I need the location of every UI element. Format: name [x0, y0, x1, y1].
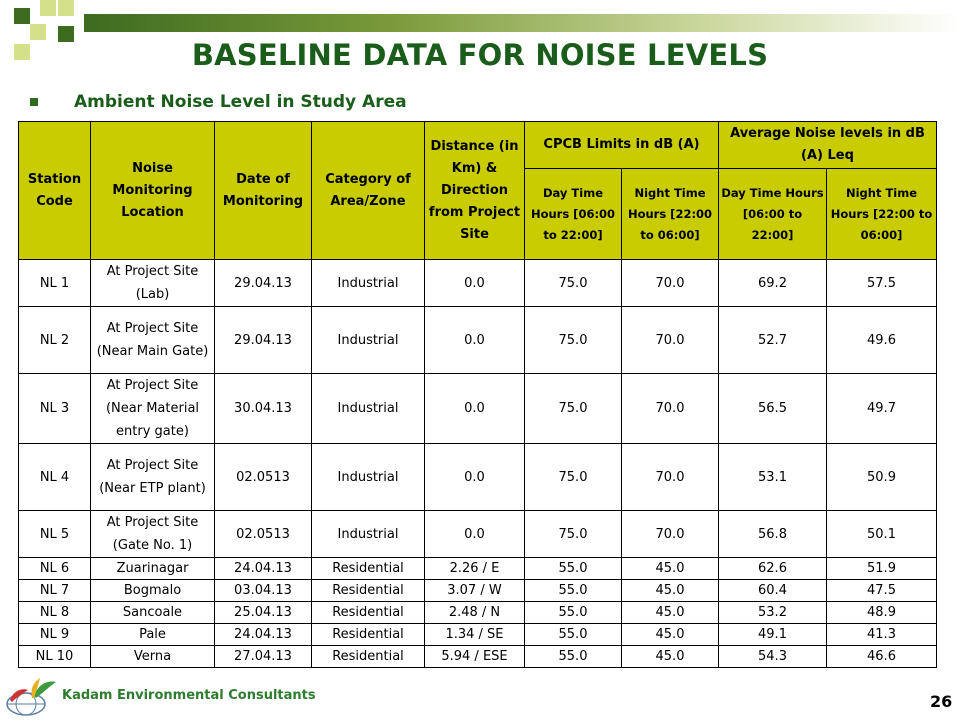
cell-date: 24.04.13: [215, 558, 312, 580]
cell-date: 27.04.13: [215, 646, 312, 668]
cell-cpcb-day: 75.0: [525, 444, 622, 511]
header-gradient-bar: [84, 14, 960, 32]
cell-location: At Project Site (Near Main Gate): [91, 307, 215, 374]
cell-date: 03.04.13: [215, 580, 312, 602]
cell-code: NL 9: [19, 624, 91, 646]
cell-date: 29.04.13: [215, 260, 312, 307]
cell-avg-night: 47.5: [827, 580, 937, 602]
cell-distance: 3.07 / W: [425, 580, 525, 602]
cell-category: Industrial: [312, 444, 425, 511]
cell-cpcb-night: 45.0: [622, 580, 719, 602]
header-avg-night: Night Time Hours [22:00 to 06:00]: [827, 169, 937, 260]
cell-category: Residential: [312, 580, 425, 602]
cell-category: Industrial: [312, 511, 425, 558]
cell-avg-day: 49.1: [719, 624, 827, 646]
header-average-noise: Average Noise levels in dB (A) Leq: [719, 122, 937, 169]
decor-square-light-2: [58, 0, 74, 16]
cell-location: At Project Site (Near ETP plant): [91, 444, 215, 511]
cell-code: NL 3: [19, 374, 91, 444]
cell-cpcb-day: 55.0: [525, 580, 622, 602]
table-row: [19, 374, 937, 444]
cell-distance: 1.34 / SE: [425, 624, 525, 646]
cell-code: NL 2: [19, 307, 91, 374]
table-row: [19, 511, 937, 558]
subtitle-line: [30, 90, 407, 114]
cell-avg-night: 49.6: [827, 307, 937, 374]
cell-date: 30.04.13: [215, 374, 312, 444]
cell-cpcb-night: 70.0: [622, 307, 719, 374]
cell-category: Industrial: [312, 307, 425, 374]
cell-cpcb-night: 70.0: [622, 511, 719, 558]
cell-avg-night: 57.5: [827, 260, 937, 307]
subtitle: Ambient Noise Level in Study Area: [74, 92, 407, 112]
cell-code: NL 8: [19, 602, 91, 624]
cell-avg-day: 53.2: [719, 602, 827, 624]
cell-category: Industrial: [312, 374, 425, 444]
cell-cpcb-night: 70.0: [622, 374, 719, 444]
cell-cpcb-day: 75.0: [525, 260, 622, 307]
cell-avg-night: 41.3: [827, 624, 937, 646]
cell-code: NL 7: [19, 580, 91, 602]
cell-cpcb-day: 55.0: [525, 602, 622, 624]
cell-code: NL 10: [19, 646, 91, 668]
table-row: [19, 602, 937, 624]
cell-cpcb-night: 45.0: [622, 646, 719, 668]
cell-avg-night: 49.7: [827, 374, 937, 444]
cell-code: NL 6: [19, 558, 91, 580]
cell-cpcb-day: 75.0: [525, 374, 622, 444]
cell-avg-day: 62.6: [719, 558, 827, 580]
header-cpcb-night: Night Time Hours [22:00 to 06:00]: [622, 169, 719, 260]
cell-category: Residential: [312, 602, 425, 624]
cell-avg-night: 50.1: [827, 511, 937, 558]
cell-avg-night: 48.9: [827, 602, 937, 624]
header-cpcb-limits: CPCB Limits in dB (A): [525, 122, 719, 169]
footer-company-name: Kadam Environmental Consultants: [62, 688, 316, 703]
cell-location: At Project Site (Lab): [91, 260, 215, 307]
cell-code: NL 1: [19, 260, 91, 307]
header-date: Date of Monitoring: [215, 122, 312, 260]
cell-cpcb-night: 45.0: [622, 602, 719, 624]
decor-square-light-1: [40, 0, 56, 16]
cell-distance: 2.48 / N: [425, 602, 525, 624]
cell-location: Bogmalo: [91, 580, 215, 602]
cell-date: 02.0513: [215, 511, 312, 558]
cell-cpcb-night: 70.0: [622, 260, 719, 307]
table-row: [19, 307, 937, 374]
table-row: [19, 624, 937, 646]
header-cpcb-day: Day Time Hours [06:00 to 22:00]: [525, 169, 622, 260]
cell-location: Verna: [91, 646, 215, 668]
cell-category: Residential: [312, 624, 425, 646]
cell-distance: 5.94 / ESE: [425, 646, 525, 668]
page-title: BASELINE DATA FOR NOISE LEVELS: [191, 38, 769, 72]
cell-avg-day: 60.4: [719, 580, 827, 602]
header-distance: Distance (in Km) & Direction from Project Site: [425, 122, 525, 260]
cell-avg-day: 56.5: [719, 374, 827, 444]
cell-avg-day: 69.2: [719, 260, 827, 307]
cell-distance: 2.26 / E: [425, 558, 525, 580]
cell-cpcb-day: 75.0: [525, 511, 622, 558]
cell-avg-day: 54.3: [719, 646, 827, 668]
cell-date: 02.0513: [215, 444, 312, 511]
cell-cpcb-day: 55.0: [525, 646, 622, 668]
table-row: [19, 444, 937, 511]
header-location: Noise Monitoring Location: [91, 122, 215, 260]
cell-distance: 0.0: [425, 374, 525, 444]
cell-category: Residential: [312, 558, 425, 580]
cell-avg-night: 46.6: [827, 646, 937, 668]
table-row: [19, 580, 937, 602]
header-station-code: Station Code: [19, 122, 91, 260]
bullet-icon: [30, 98, 38, 106]
cell-code: NL 5: [19, 511, 91, 558]
cell-distance: 0.0: [425, 444, 525, 511]
table-row: [19, 558, 937, 580]
cell-cpcb-night: 70.0: [622, 444, 719, 511]
cell-distance: 0.0: [425, 307, 525, 374]
cell-cpcb-day: 55.0: [525, 558, 622, 580]
cell-avg-day: 56.8: [719, 511, 827, 558]
cell-location: At Project Site (Gate No. 1): [91, 511, 215, 558]
cell-category: Industrial: [312, 260, 425, 307]
cell-cpcb-night: 45.0: [622, 558, 719, 580]
company-logo-icon: [4, 676, 60, 716]
cell-category: Residential: [312, 646, 425, 668]
cell-avg-day: 52.7: [719, 307, 827, 374]
table-row: [19, 646, 937, 668]
cell-location: At Project Site (Near Material entry gate): [91, 374, 215, 444]
cell-date: 29.04.13: [215, 307, 312, 374]
cell-avg-day: 53.1: [719, 444, 827, 511]
page-number: 26: [930, 692, 953, 711]
cell-cpcb-night: 45.0: [622, 624, 719, 646]
cell-avg-night: 50.9: [827, 444, 937, 511]
table-row: [19, 260, 937, 307]
decor-square-dark-1: [14, 8, 30, 24]
cell-distance: 0.0: [425, 511, 525, 558]
cell-location: Sancoale: [91, 602, 215, 624]
cell-avg-night: 51.9: [827, 558, 937, 580]
cell-date: 24.04.13: [215, 624, 312, 646]
cell-code: NL 4: [19, 444, 91, 511]
cell-date: 25.04.13: [215, 602, 312, 624]
noise-levels-table: [18, 121, 937, 668]
cell-location: Pale: [91, 624, 215, 646]
cell-distance: 0.0: [425, 260, 525, 307]
cell-location: Zuarinagar: [91, 558, 215, 580]
cell-cpcb-day: 75.0: [525, 307, 622, 374]
header-category: Category of Area/Zone: [312, 122, 425, 260]
header-avg-day: Day Time Hours [06:00 to 22:00]: [719, 169, 827, 260]
cell-cpcb-day: 55.0: [525, 624, 622, 646]
